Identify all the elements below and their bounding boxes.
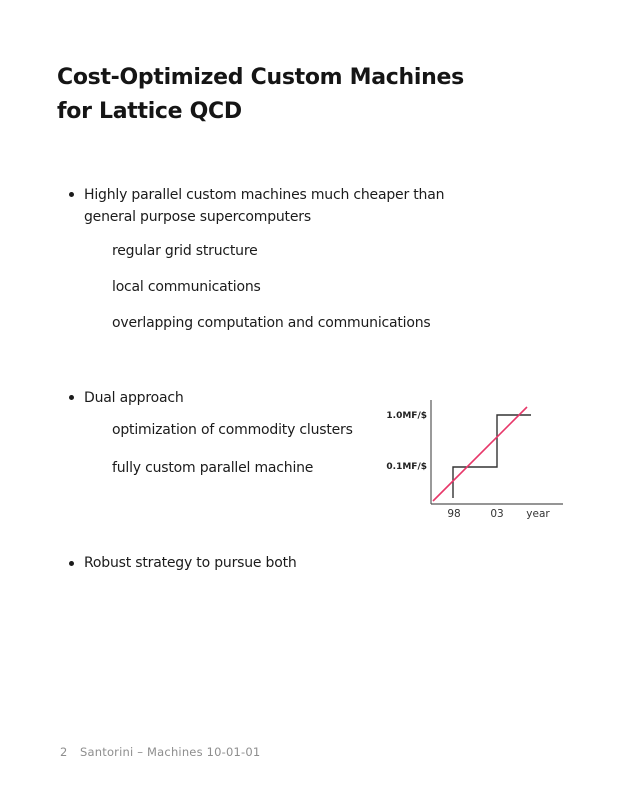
custom-machines-step [453,415,531,498]
chart-label: 0.1MF/$ [386,462,427,472]
bullet-item: Robust strategy to pursue both [84,555,297,571]
footer-text: Santorini – Machines 10-01-01 [80,745,261,759]
bullet-dot [69,561,74,566]
chart-label: 1.0MF/$ [386,411,427,421]
slide-title-line-1: Cost-Optimized Custom Machines [57,65,464,90]
bullet-text-line: general purpose supercomputers [84,209,311,225]
bullet-item: Dual approach [84,390,184,406]
cost-performance-chart [378,392,570,528]
bullet-text-line: Highly parallel custom machines much cheaper than [84,187,445,203]
sub-item: optimization of commodity clusters [112,422,353,438]
bullet-dot [69,192,74,197]
chart-label: 03 [490,508,504,520]
sub-item: regular grid structure [112,243,258,259]
bullet-dot [69,395,74,400]
chart-label: 98 [447,508,461,520]
sub-item: fully custom parallel machine [112,460,314,476]
slide-title-line-2: for Lattice QCD [57,99,242,124]
sub-item: local communications [112,279,261,295]
commodity-trend-line [433,407,527,501]
page-number: 2 [60,745,68,759]
chart-label: year [526,508,550,520]
sub-item: overlapping computation and communications [112,315,431,331]
bullet-item [84,184,444,228]
